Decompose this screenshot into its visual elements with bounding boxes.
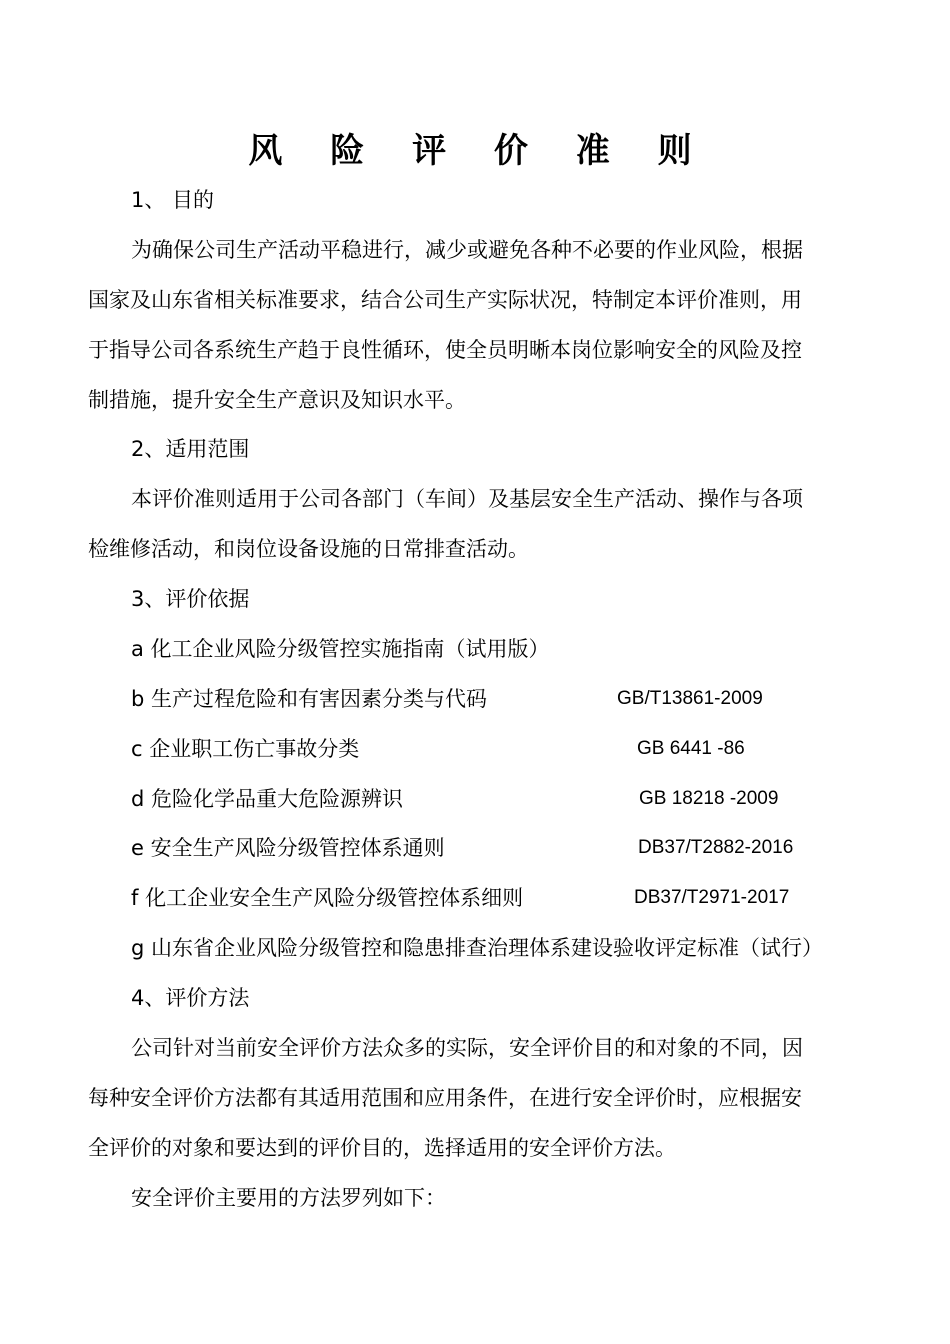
section-3-heading: 3、评价依据: [131, 587, 250, 611]
reference-item: g 山东省企业风险分级管控和隐患排查治理体系建设验收评定标准（试行）: [131, 936, 824, 960]
section-1-paragraph-line: 国家及山东省相关标准要求，结合公司生产实际状况，特制定本评价准则，用: [88, 288, 802, 312]
section-2-heading: 2、适用范围: [131, 437, 250, 461]
document-title: 风 险 评 价 准 则: [248, 131, 710, 171]
reference-standard-code: GB 18218 -2009: [639, 788, 779, 809]
reference-standard-code: DB37/T2882-2016: [638, 837, 794, 858]
section-4-paragraph-line: 全评价的对象和要达到的评价目的，选择适用的安全评价方法。: [88, 1136, 676, 1160]
reference-item: c 企业职工伤亡事故分类: [131, 737, 360, 761]
section-1-paragraph-line: 为确保公司生产活动平稳进行，减少或避免各种不必要的作业风险，根据: [131, 238, 803, 262]
section-1-paragraph-line: 于指导公司各系统生产趋于良性循环，使全员明晰本岗位影响安全的风险及控: [88, 338, 802, 362]
reference-item: e 安全生产风险分级管控体系通则: [131, 836, 445, 860]
reference-item: a 化工企业风险分级管控实施指南（试用版）: [131, 637, 550, 661]
section-2-paragraph-line: 本评价准则适用于公司各部门（车间）及基层安全生产活动、操作与各项: [131, 487, 803, 511]
section-4-heading: 4、评价方法: [131, 986, 250, 1010]
reference-standard-code: DB37/T2971-2017: [634, 887, 790, 908]
reference-item: d 危险化学品重大危险源辨识: [131, 787, 404, 811]
reference-standard-code: GB 6441 -86: [637, 738, 745, 759]
section-4-closing-line: 安全评价主要用的方法罗列如下：: [131, 1186, 446, 1210]
section-1-paragraph-line: 制措施，提升安全生产意识及知识水平。: [88, 388, 466, 412]
reference-item: b 生产过程危险和有害因素分类与代码: [131, 687, 488, 711]
section-4-paragraph-line: 每种安全评价方法都有其适用范围和应用条件，在进行安全评价时，应根据安: [88, 1086, 802, 1110]
reference-item: f 化工企业安全生产风险分级管控体系细则: [131, 886, 524, 910]
section-1-heading: 1、 目的: [131, 188, 215, 212]
section-4-paragraph-line: 公司针对当前安全评价方法众多的实际，安全评价目的和对象的不同，因: [131, 1036, 803, 1060]
section-2-paragraph-line: 检维修活动，和岗位设备设施的日常排查活动。: [88, 537, 529, 561]
reference-standard-code: GB/T13861-2009: [617, 688, 763, 709]
